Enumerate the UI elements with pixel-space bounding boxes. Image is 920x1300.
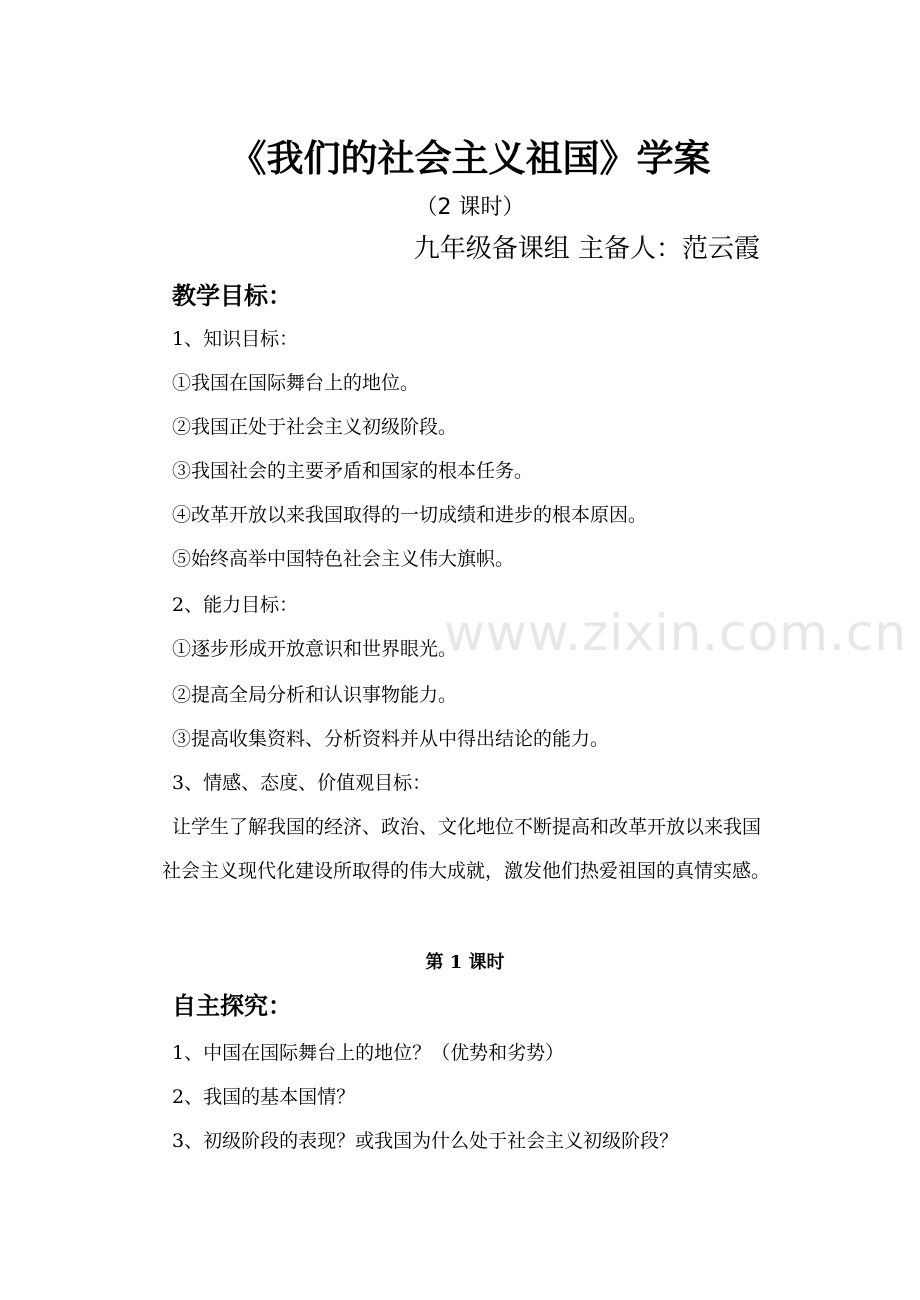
question-item: 1、中国在国际舞台上的地位？（优势和劣势） (172, 1042, 565, 1064)
knowledge-item: ③我国社会的主要矛盾和国家的根本任务。 (172, 460, 534, 482)
self-study-heading: 自主探究： (172, 992, 292, 1020)
ability-item: ②提高全局分析和认识事物能力。 (172, 684, 458, 706)
emotion-objectives-text: 让学生了解我国的经济、政治、文化地位不断提高和改革开放以来我国社会主义现代化建设所取得的伟大成就，激发他们热爱祖国的真情实感。 (162, 816, 771, 882)
knowledge-item: ②我国正处于社会主义初级阶段。 (172, 416, 458, 438)
knowledge-item: ④改革开放以来我国取得的一切成绩和进步的根本原因。 (172, 504, 648, 526)
knowledge-objectives-label: 1、知识目标： (172, 328, 299, 350)
document-subtitle: （2 课时） (415, 195, 525, 220)
emotion-objectives-label: 3、情感、态度、价值观目标： (172, 772, 432, 794)
question-item: 3、初级阶段的表现？或我国为什么处于社会主义初级阶段？ (172, 1130, 679, 1152)
ability-item: ①逐步形成开放意识和世界眼光。 (172, 638, 458, 660)
document-title: 《我们的社会主义祖国》学案 (229, 137, 711, 180)
ability-objectives-label: 2、能力目标： (172, 594, 299, 616)
ability-item: ③提高收集资料、分析资料并从中得出结论的能力。 (172, 728, 610, 750)
watermark-text: www.zixin.com.cn (444, 604, 908, 662)
lesson-label: 第 1 课时 (425, 952, 505, 973)
knowledge-item: ⑤始终高举中国特色社会主义伟大旗帜。 (172, 548, 515, 570)
knowledge-item: ①我国在国际舞台上的地位。 (172, 372, 420, 394)
objectives-heading: 教学目标： (172, 282, 292, 310)
question-item: 2、我国的基本国情？ (172, 1086, 356, 1108)
author-line: 九年级备课组 主备人：范云霞 (413, 234, 760, 264)
